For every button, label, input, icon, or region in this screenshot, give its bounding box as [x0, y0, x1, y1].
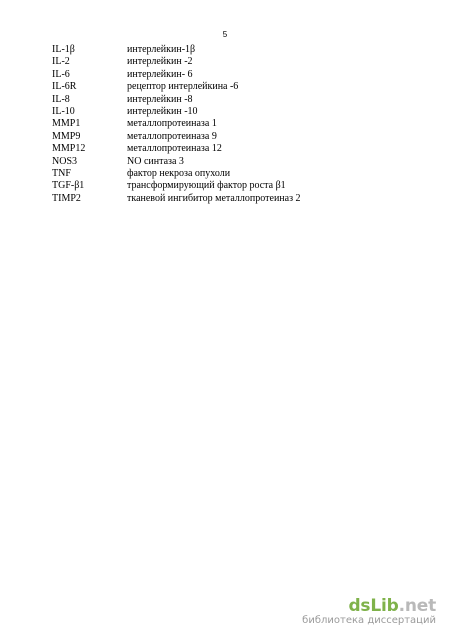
abbreviation-list: [52, 44, 412, 205]
abbreviation-definition: NO синтаза 3: [127, 155, 184, 167]
abbreviation-definition: фактор некроза опухоли: [127, 168, 231, 180]
abbreviation-row: [52, 56, 412, 68]
abbreviation-row: [52, 44, 412, 56]
abbreviation-definition: рецептор интерлейкина -6: [127, 81, 239, 93]
abbreviation-row: [52, 106, 412, 118]
logo-ds-text: ds: [348, 596, 371, 616]
abbreviation-term: IL-2: [52, 56, 70, 68]
abbreviation-definition: тканевой ингибитор металлопротеиназ 2: [127, 192, 301, 204]
dslib-logo: [302, 597, 436, 615]
abbreviation-definition: металлопротеиназа 9: [127, 130, 217, 142]
abbreviation-term: IL-10: [52, 106, 75, 118]
abbreviation-definition: интерлейкин-1β: [127, 44, 196, 55]
page-number: 5: [222, 30, 228, 39]
abbreviation-term: MMP9: [52, 130, 81, 142]
abbreviation-row: [52, 193, 412, 205]
abbreviation-term: NOS3: [52, 155, 78, 167]
abbreviation-definition: металлопротеиназа 1: [127, 118, 217, 130]
abbreviation-definition: металлопротеиназа 12: [127, 143, 222, 155]
abbreviation-term: TGF-β1: [52, 180, 85, 192]
abbreviation-row: [52, 168, 412, 180]
abbreviation-term: TNF: [52, 168, 71, 180]
abbreviation-row: [52, 180, 412, 192]
abbreviation-definition: интерлейкин -8: [127, 93, 193, 105]
logo-lib-text: Lib: [370, 596, 399, 616]
watermark-tagline: библиотека диссертаций: [302, 615, 436, 626]
abbreviation-term: TIMP2: [52, 192, 81, 204]
abbreviation-row: [52, 81, 412, 93]
abbreviation-definition: трансформирующий фактор роста β1: [127, 180, 286, 192]
abbreviation-row: [52, 69, 412, 81]
abbreviation-definition: интерлейкин- 6: [127, 68, 193, 80]
abbreviation-term: IL-6R: [52, 81, 77, 93]
abbreviation-row: [52, 131, 412, 143]
abbreviation-row: [52, 94, 412, 106]
abbreviation-row: [52, 143, 412, 155]
abbreviation-term: MMP12: [52, 143, 86, 155]
logo-net-text: .net: [398, 596, 436, 616]
abbreviation-definition: интерлейкин -10: [127, 106, 198, 118]
abbreviation-row: [52, 118, 412, 130]
abbreviation-row: [52, 156, 412, 168]
abbreviation-term: MMP1: [52, 118, 81, 130]
abbreviation-definition: интерлейкин -2: [127, 56, 193, 68]
dslib-watermark: [302, 597, 436, 627]
abbreviation-term: IL-6: [52, 68, 70, 80]
abbreviation-term: IL-8: [52, 93, 70, 105]
abbreviation-term: IL-1β: [52, 44, 75, 55]
